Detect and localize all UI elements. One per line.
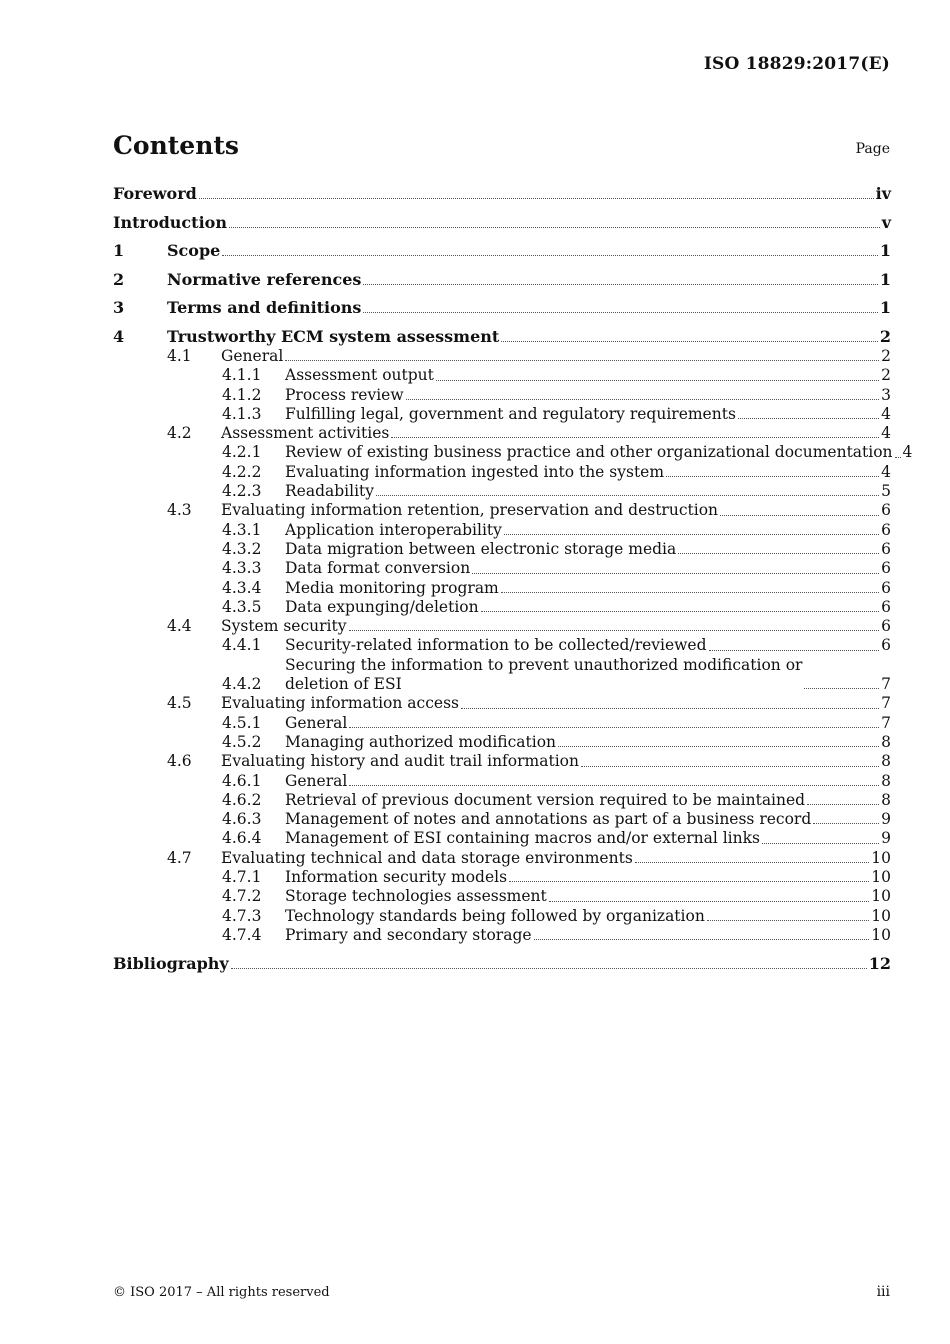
- dot-leader: [406, 399, 880, 400]
- dot-leader: [376, 495, 879, 496]
- toc-entry-number: 4.3.1: [222, 520, 262, 539]
- toc-entry-title: [285, 656, 802, 695]
- toc-entry-title: Storage technologies assessment: [285, 887, 547, 906]
- toc-entry-number: 2: [113, 269, 125, 289]
- dot-leader: [481, 611, 880, 612]
- toc-entry-page: 5: [881, 482, 891, 501]
- toc-entry-title: Process review: [285, 385, 404, 404]
- toc-entry-number: 4.6.4: [222, 829, 262, 848]
- dot-leader: [436, 380, 879, 381]
- dot-leader: [285, 360, 879, 361]
- toc-entry-title: System security: [221, 617, 347, 636]
- toc-entry[interactable]: [113, 810, 891, 829]
- toc-entry-title: Managing authorized modification: [285, 732, 557, 751]
- toc-entry[interactable]: [113, 366, 891, 385]
- dot-leader: [231, 968, 867, 969]
- toc-entry-title: Review of existing business practice and other organizational documentation: [285, 443, 893, 462]
- toc-entry-page: 8: [881, 752, 891, 771]
- toc-entry[interactable]: [113, 617, 891, 636]
- toc-entry[interactable]: [113, 714, 891, 733]
- toc-entry-title: Scope: [167, 241, 221, 261]
- toc-entry[interactable]: [113, 521, 891, 540]
- toc-entry[interactable]: [113, 954, 891, 974]
- toc-entry[interactable]: [113, 270, 891, 290]
- toc-entry-title: Retrieval of previous document version required to be maintained: [285, 790, 806, 809]
- dot-leader: [222, 255, 878, 256]
- toc-entry-title: Evaluating information retention, preservation and destruction: [221, 501, 719, 520]
- toc-entry-page: 7: [881, 694, 891, 713]
- toc-entry-number: 4.4.1: [222, 636, 262, 655]
- toc-entry-number: 4.1.1: [222, 366, 262, 385]
- toc-entry[interactable]: [113, 347, 891, 366]
- toc-entry-title: Readability: [285, 482, 375, 501]
- toc-entry[interactable]: [113, 559, 891, 578]
- dot-leader: [363, 312, 877, 313]
- toc-entry-page: 10: [871, 848, 891, 867]
- toc-entry-number: 4.6.1: [222, 771, 262, 790]
- toc-entry-title: Introduction: [113, 212, 227, 232]
- dot-leader: [349, 727, 879, 728]
- toc-entry[interactable]: [113, 733, 891, 752]
- dot-leader: [762, 843, 879, 844]
- toc-entry[interactable]: [113, 579, 891, 598]
- toc-entry-title: Data migration between electronic storage media: [285, 539, 677, 558]
- toc-entry-page: 6: [881, 559, 891, 578]
- toc-entry[interactable]: [113, 772, 891, 791]
- toc-entry-number: 4.2: [167, 424, 192, 443]
- dot-leader: [581, 766, 879, 767]
- toc-entry-title: Management of ESI containing macros and/or external links: [285, 829, 760, 848]
- dot-leader: [720, 515, 879, 516]
- toc-entry-title: Foreword: [113, 184, 197, 203]
- toc-entry-title: Trustworthy ECM system assessment: [167, 326, 500, 346]
- toc-entry-page: 10: [871, 867, 891, 886]
- toc-entry[interactable]: [113, 791, 891, 810]
- toc-entry-page: 3: [881, 385, 891, 404]
- toc-entry-page: 9: [881, 810, 891, 829]
- toc-entry-page: 4: [881, 462, 891, 481]
- toc-entry-number: 4.7: [167, 848, 192, 867]
- page-column-label: Page: [855, 141, 890, 157]
- toc-entry-number: 4.4: [167, 617, 192, 636]
- toc-entry[interactable]: [113, 656, 891, 695]
- toc-entry-page: 4: [902, 443, 913, 462]
- dot-leader: [472, 573, 879, 574]
- toc-entry[interactable]: [113, 184, 891, 204]
- dot-leader: [349, 785, 879, 786]
- toc-entry-page: 2: [881, 366, 891, 385]
- dot-leader: [804, 688, 879, 689]
- toc-entry[interactable]: [113, 868, 891, 887]
- toc-entry-number: 4.3: [167, 501, 192, 520]
- toc-entry-title: Information security models: [285, 867, 508, 886]
- toc-entry[interactable]: [113, 849, 891, 868]
- toc-entry-number: 4.6.3: [222, 810, 262, 829]
- dot-leader: [813, 823, 879, 824]
- toc-entry-page: 10: [871, 906, 891, 925]
- toc-entry-page: v: [881, 212, 891, 232]
- toc-entry[interactable]: [113, 213, 891, 233]
- toc-entry-title: Assessment output: [285, 366, 434, 385]
- toc-entry-page: 7: [881, 713, 891, 732]
- toc-entry-page: 6: [881, 636, 891, 655]
- toc-entry-page: 2: [881, 346, 891, 365]
- toc-entry-number: 4.2.1: [222, 443, 262, 462]
- dot-leader: [895, 457, 901, 458]
- toc-entry-title: Security-related information to be collected/reviewed: [285, 636, 707, 655]
- toc-entry-number: 3: [113, 298, 125, 318]
- toc-entry-page: 10: [871, 925, 891, 944]
- toc-entry-title: Media monitoring program: [285, 578, 499, 597]
- toc-entry-number: 1: [113, 241, 125, 261]
- toc-entry[interactable]: [113, 501, 891, 520]
- toc-entry-page: 1: [879, 298, 891, 318]
- toc-entry-page: 8: [881, 790, 891, 809]
- dot-leader: [349, 630, 880, 631]
- toc-entry[interactable]: [113, 424, 891, 443]
- toc-entry-page: 6: [881, 578, 891, 597]
- toc-entry-title: General: [285, 771, 348, 790]
- toc-entry-page: 9: [881, 829, 891, 848]
- toc-entry[interactable]: [113, 463, 891, 482]
- toc-entry[interactable]: [113, 752, 891, 771]
- dot-leader: [666, 476, 879, 477]
- dot-leader: [199, 198, 874, 199]
- toc-entry-number: 4.7.3: [222, 906, 262, 925]
- toc-entry-page: 4: [881, 404, 891, 423]
- toc-entry[interactable]: [113, 241, 891, 261]
- dot-leader: [709, 650, 880, 651]
- toc-entry-page: 7: [881, 675, 891, 694]
- toc-entry-number: 4.4.2: [222, 675, 262, 694]
- toc-entry-page: 6: [881, 597, 891, 616]
- dot-leader: [391, 437, 879, 438]
- page-title: Contents: [113, 131, 240, 160]
- toc-entry[interactable]: [113, 636, 891, 655]
- dot-leader: [678, 553, 879, 554]
- toc-entry-number: 4.3.2: [222, 539, 262, 558]
- toc-entry-number: 4.1.2: [222, 385, 262, 404]
- dot-leader: [738, 418, 879, 419]
- toc-entry-title: Evaluating information access: [221, 694, 459, 713]
- toc-entry-number: 4.3.3: [222, 559, 262, 578]
- toc-entry[interactable]: [113, 694, 891, 713]
- toc-entry-title: Assessment activities: [221, 424, 390, 443]
- toc-entry-number: 4.2.2: [222, 462, 262, 481]
- dot-leader: [534, 939, 870, 940]
- toc-entry[interactable]: [113, 482, 891, 501]
- toc-entry-title: Evaluating technical and data storage environments: [221, 848, 633, 867]
- toc-entry-number: 4.2.3: [222, 482, 262, 501]
- toc-entry[interactable]: [113, 829, 891, 848]
- toc-entry-title: Evaluating information ingested into the system: [285, 462, 665, 481]
- toc-entry[interactable]: [113, 443, 913, 462]
- dot-leader: [549, 901, 869, 902]
- toc-entry-page: 4: [881, 424, 891, 443]
- toc-entry-title: General: [285, 713, 348, 732]
- copyright-notice: © ISO 2017 – All rights reserved: [113, 1285, 330, 1300]
- toc-entry[interactable]: [113, 907, 891, 926]
- dot-leader: [461, 708, 879, 709]
- toc-entry-title: Application interoperability: [285, 520, 502, 539]
- page-number: iii: [876, 1284, 890, 1300]
- toc-entry-number: 4.5.1: [222, 713, 262, 732]
- toc-entry-title: General: [221, 346, 284, 365]
- toc-entry-page: 6: [881, 539, 891, 558]
- toc-entry[interactable]: [113, 598, 891, 617]
- toc-entry-title-line: Securing the information to prevent unauthorized modification or: [285, 655, 803, 674]
- toc-entry-title: Evaluating history and audit trail information: [221, 752, 579, 771]
- toc-entry-title: Management of notes and annotations as part of a business record: [285, 810, 812, 829]
- dot-leader: [807, 804, 879, 805]
- dot-leader: [707, 920, 869, 921]
- toc-entry-title: Data format conversion: [285, 559, 471, 578]
- dot-leader: [363, 284, 877, 285]
- toc-entry-title-continuation: deletion of ESI: [285, 675, 402, 694]
- toc-entry[interactable]: [113, 327, 891, 347]
- toc-entry-page: 6: [881, 617, 891, 636]
- toc-entry-number: 4: [113, 326, 125, 346]
- toc-entry-number: 4.7.2: [222, 887, 262, 906]
- toc-entry-number: 4.1.3: [222, 404, 262, 423]
- toc-entry-title: Data expunging/deletion: [285, 597, 479, 616]
- toc-entry-page: iv: [875, 184, 891, 203]
- toc-entry-number: 4.3.5: [222, 597, 262, 616]
- toc-entry-number: 4.1: [167, 346, 192, 365]
- toc-entry-title: Bibliography: [113, 954, 229, 974]
- toc-entry-page: 8: [881, 771, 891, 790]
- toc-entry-title: Normative references: [167, 269, 362, 289]
- toc-entry[interactable]: [113, 405, 891, 424]
- toc-entry[interactable]: [113, 386, 891, 405]
- toc-entry-number: 4.5: [167, 694, 192, 713]
- dot-leader: [504, 534, 879, 535]
- toc-entry-number: 4.5.2: [222, 732, 262, 751]
- dot-leader: [509, 881, 869, 882]
- toc-entry-page: 1: [879, 241, 891, 261]
- toc-entry-page: 6: [881, 520, 891, 539]
- toc-entry-number: 4.7.1: [222, 867, 262, 886]
- toc-entry-title: Fulfilling legal, government and regulatory requirements: [285, 404, 736, 423]
- toc-entry-page: 8: [881, 732, 891, 751]
- dot-leader: [635, 862, 869, 863]
- toc-entry[interactable]: [113, 540, 891, 559]
- toc-entry-page: 6: [881, 501, 891, 520]
- standard-identifier: ISO 18829:2017(E): [703, 54, 890, 74]
- toc-entry-title: Terms and definitions: [167, 298, 362, 318]
- dot-leader: [501, 592, 879, 593]
- toc-entry-number: 4.7.4: [222, 925, 262, 944]
- toc-entry-number: 4.6: [167, 752, 192, 771]
- toc-entry-title: Primary and secondary storage: [285, 925, 532, 944]
- toc-entry[interactable]: [113, 298, 891, 318]
- toc-entry-page: 1: [879, 269, 891, 289]
- toc-entry-number: 4.6.2: [222, 790, 262, 809]
- dot-leader: [501, 341, 878, 342]
- toc-entry-title: Technology standards being followed by organization: [285, 906, 705, 925]
- toc-entry-page: 10: [871, 887, 891, 906]
- toc-entry[interactable]: [113, 887, 891, 906]
- table-of-contents: [113, 184, 913, 974]
- dot-leader: [229, 227, 880, 228]
- toc-entry-page: 2: [879, 326, 891, 346]
- dot-leader: [558, 746, 879, 747]
- toc-entry-page: 12: [868, 954, 891, 974]
- toc-entry-number: 4.3.4: [222, 578, 262, 597]
- toc-entry[interactable]: [113, 926, 891, 945]
